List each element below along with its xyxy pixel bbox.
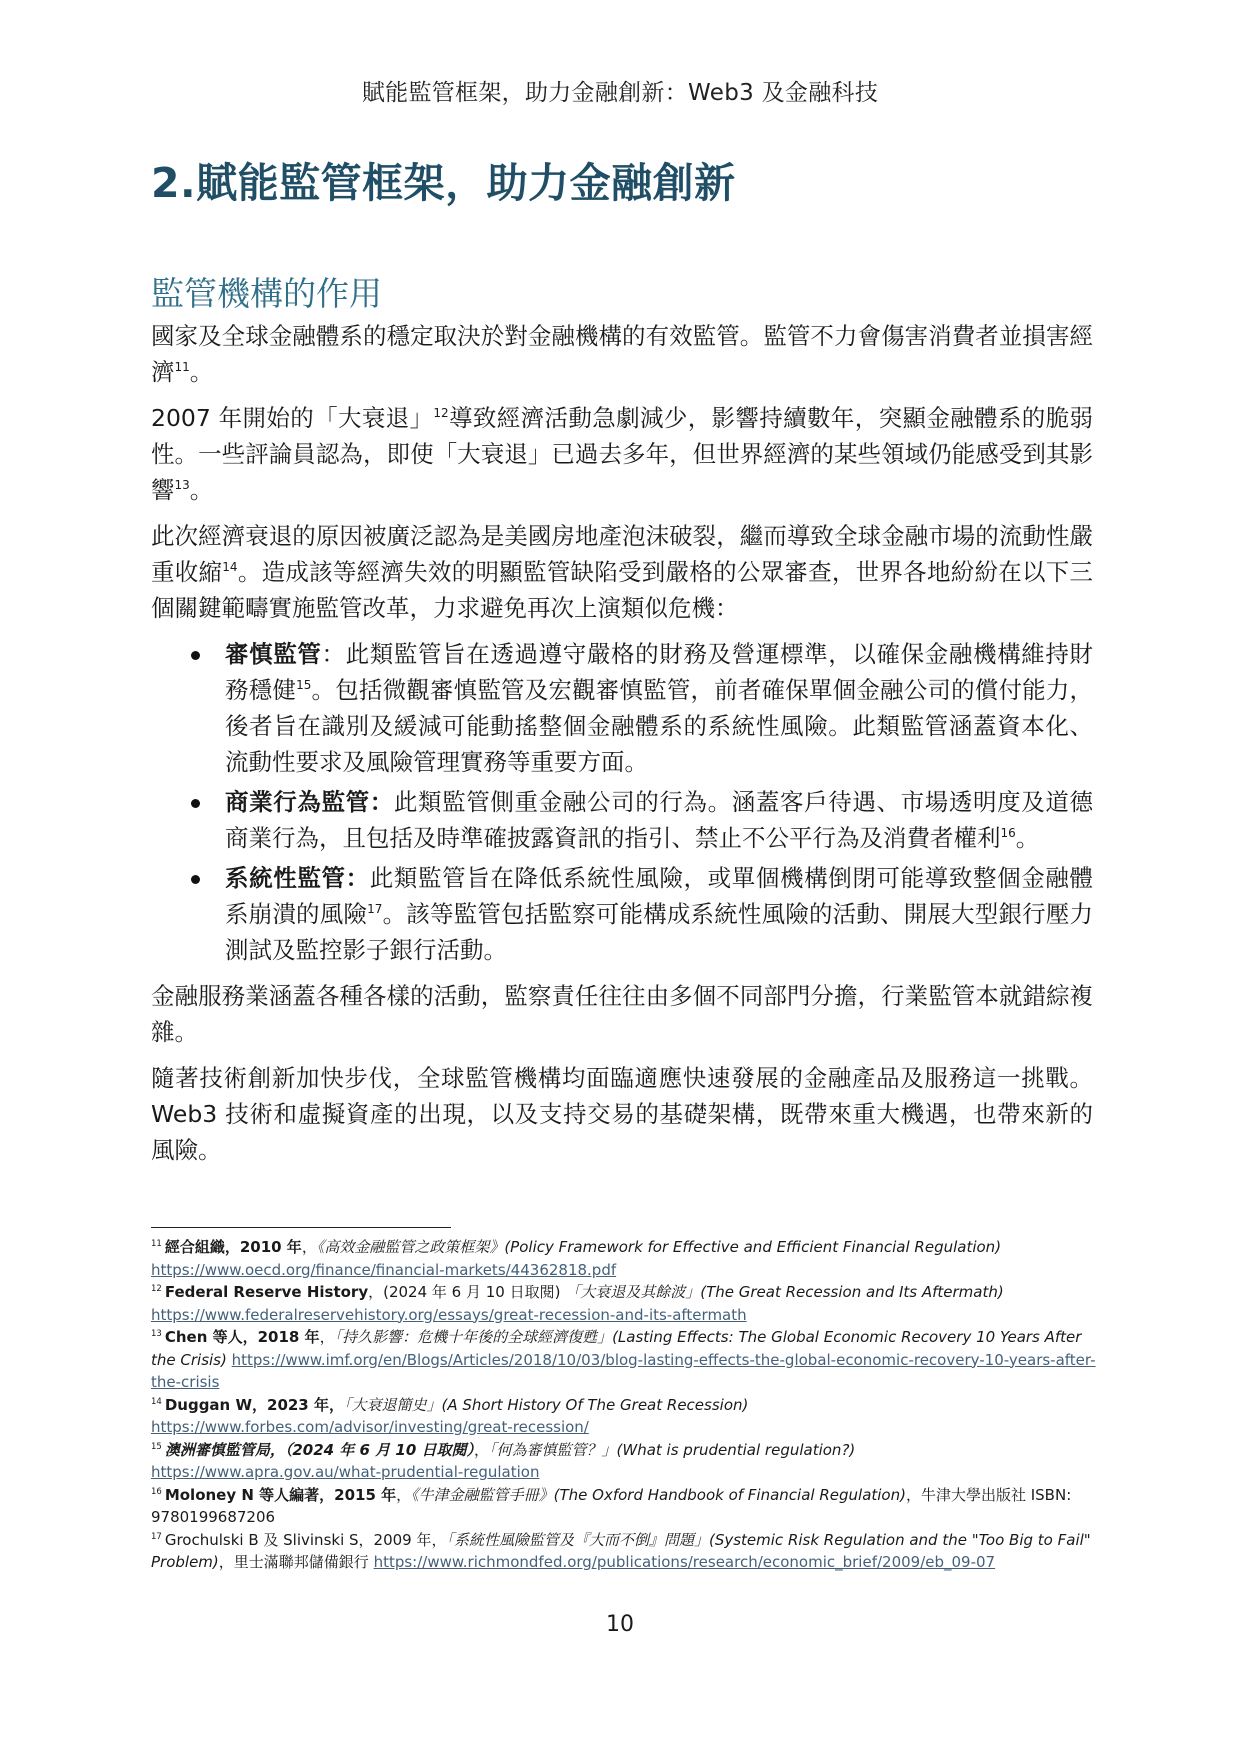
paragraph: 金融服務業涵蓋各種各樣的活動，監察責任往往由多個不同部門分擔，行業監管本就錯綜複雜。 xyxy=(151,982,1093,1046)
footnote: $^{13}$ Chen 等人，2018 年，「持久影響：危機十年後的全球經濟復甦」(Lasting Effects: The Global Economic Recovery 10 Years After the Crisis) https://www.imf.org/en/Blogs/Articles/2018/10/03/blog-lasting-effects-the-global-economic-recovery-10-years-after-the-crisis xyxy=(151,1328,1096,1391)
bullet-icon xyxy=(191,799,200,808)
footnote-ref[interactable]: 12 xyxy=(433,406,449,420)
paragraph: 國家及全球金融體系的穩定取決於對金融機構的有效監管。監管不力會傷害消費者並損害經濟$^{11}$。 xyxy=(151,322,1093,386)
bullet-icon xyxy=(191,875,200,884)
list-item: 系統性監管：此類監管旨在降低系統性風險，或單個機構倒閉可能導致整個金融體系崩潰的風險$^{17}$。該等監管包括監察可能構成系統性風險的活動、開展大型銀行壓力測試及監控影子銀行活動。 xyxy=(151,860,1093,968)
footnote-link[interactable]: https://www.richmondfed.org/publications/research/economic_brief/2009/eb_09-07 xyxy=(373,1553,996,1571)
footnote-link[interactable]: https://www.oecd.org/finance/financial-markets/44362818.pdf xyxy=(151,1260,617,1279)
footnote-link[interactable]: https://www.forbes.com/advisor/investing/great-recession/ xyxy=(151,1418,589,1436)
bullet-icon xyxy=(191,651,200,660)
footnote: $^{17}$ Grochulski B 及 Slivinski S，2009 年，「系統性風險監管及『大而不倒』問題」(Systemic Risk Regulation and the "Too Big to Fail" Problem)，里士滿聯邦儲備銀行 https://www.richmondfed.org/publications/research/economic_brief/2009/eb_09-07 xyxy=(151,1530,1091,1571)
footnote: $^{14}$ Duggan W，2023 年，「大衰退簡史」(A Short History Of The Great Recession) https://www.forbes.com/advisor/investing/great-recession/ xyxy=(151,1395,749,1436)
footnote-ref[interactable]: 16 xyxy=(1000,826,1016,840)
footnote-ref[interactable]: 11 xyxy=(174,360,190,374)
footnote-ref[interactable]: 14 xyxy=(222,560,238,574)
footnote-link[interactable]: https://www.apra.gov.au/what-prudential-regulation xyxy=(151,1463,540,1481)
page-number: 10 xyxy=(606,1612,634,1637)
running-header: 賦能監管框架，助力金融創新：Web3 及金融科技 xyxy=(361,80,879,106)
paragraph: 隨著技術創新加快步伐，全球監管機構均面臨適應快速發展的金融產品及服務這一挑戰。Web3 技術和虛擬資產的出現，以及支持交易的基礎架構，既帶來重大機遇，也帶來新的風險。 xyxy=(151,1064,1093,1164)
section-title: 監管機構的作用 xyxy=(151,274,382,313)
list-item: 審慎監管：此類監管旨在透過遵守嚴格的財務及營運標準，以確保金融機構維持財務穩健$^{15}$。包括微觀審慎監管及宏觀審慎監管，前者確保單個金融公司的償付能力，後者旨在識別及緩減可能動搖整個金融體系的系統性風險。此類監管涵蓋資本化、流動性要求及風險管理實務等重要方面。 xyxy=(151,636,1093,780)
footnote: $^{12}$ Federal Reserve History，(2024 年 6 月 10 日取閱) 「大衰退及其餘波」(The Great Recession and Its Aftermath) https://www.federalreservehistory.org/essays/great-recession-and-its-aftermath xyxy=(151,1283,1004,1324)
footnote-ref[interactable]: 17 xyxy=(367,902,383,916)
footnote-link[interactable]: https://www.imf.org/en/Blogs/Articles/2018/10/03/blog-lasting-effects-the-global-economic-recovery-10-years-after-the-crisis xyxy=(151,1350,1096,1391)
footnote-divider xyxy=(151,1227,451,1228)
bullet-list xyxy=(151,636,1093,968)
footnote: $^{16}$ Moloney N 等人編著，2015 年，《牛津金融監管手冊》(The Oxford Handbook of Financial Regulation)，牛津大學出版社 ISBN: 9780199687206 xyxy=(151,1485,1072,1526)
body-text xyxy=(151,318,1093,1178)
footnotes xyxy=(151,1236,1099,1574)
footnote-link[interactable]: https://www.federalreservehistory.org/essays/great-recession-and-its-aftermath xyxy=(151,1305,747,1324)
chapter-title: 2.賦能監管框架，助力金融創新 xyxy=(151,159,736,207)
footnote: $^{15}$ 澳洲審慎監管局，（2024 年 6 月 10 日取閱），「何為審慎監管？」(What is prudential regulation?) https://www.apra.gov.au/what-prudential-regulation xyxy=(151,1440,856,1481)
footnote-ref[interactable]: 13 xyxy=(174,478,190,492)
footnote-ref[interactable]: 15 xyxy=(296,678,312,692)
list-item: 商業行為監管：此類監管側重金融公司的行為。涵蓋客戶待遇、市場透明度及道德商業行為，且包括及時準確披露資訊的指引、禁止不公平行為及消費者權利$^{16}$。 xyxy=(151,784,1093,856)
footnote: $^{11}$ 經合組織，2010 年，《高效金融監管之政策框架》(Policy Framework for Effective and Efficient Financial Regulation) https://www.oecd.org/finance/financial-markets/44362818.pdf xyxy=(151,1238,1002,1279)
paragraph: 2007 年開始的「大衰退」$^{12}$導致經濟活動急劇減少，影響持續數年，突顯金融體系的脆弱性。一些評論員認為，即使「大衰退」已過去多年，但世界經濟的某些領域仍能感受到其影響$^{13}$。 xyxy=(151,404,1094,504)
paragraph: 此次經濟衰退的原因被廣泛認為是美國房地產泡沫破裂，繼而導致全球金融市場的流動性嚴重收縮$^{14}$。造成該等經濟失效的明顯監管缺陷受到嚴格的公眾審查，世界各地紛紛在以下三個關鍵範疇實施監管改革，力求避免再次上演類似危機： xyxy=(151,522,1094,622)
